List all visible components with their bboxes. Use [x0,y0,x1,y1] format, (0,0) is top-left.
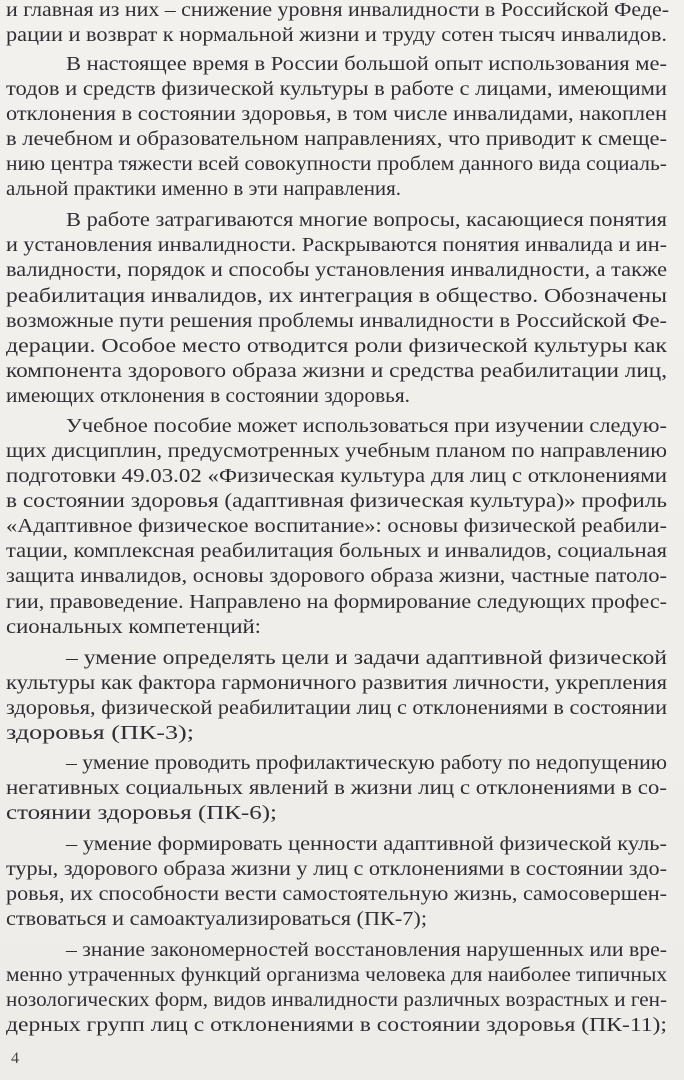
text-line: стоянии здоровья (ПК-6); [6,802,277,824]
text-line: дерных групп лиц с отклонениями в состоянии здоровья (ПК-11); [6,1014,667,1036]
text-line: щих дисциплин, предусмотренных учебным планом по направлению [6,440,667,462]
text-line: – знание закономерностей восстановления нарушенных или вре- [66,939,667,961]
text-line: В работе затрагиваются многие вопросы, касающиеся понятия [66,209,667,231]
text-line: имеющих отклонения в состоянии здоровья. [6,385,410,407]
text-line: компонента здорового образа жизни и средства реабилитации лиц, [6,360,667,382]
text-line: дерации. Особое место отводится роли физической культуры как [6,335,667,357]
text-line: – умение проводить профилактическую работу по недопущению [66,752,667,774]
text-line: негативных социальных явлений в жизни лиц с отклонениями в со- [6,777,667,799]
text-line: защита инвалидов, основы здорового образа жизни, частные патоло- [6,565,667,587]
text-line: альной практики именно в эти направления. [6,178,401,200]
text-line: здоровья (ПК-3); [6,722,195,744]
text-line: тации, комплексная реабилитация больных и инвалидов, социальная [6,540,667,562]
text-line: и главная из них – снижение уровня инвалидности в Российской Феде- [6,0,669,21]
text-line: – умение определять цели и задачи адаптивной физической [66,647,667,669]
text-line: туры, здорового образа жизни у лиц с отклонениями в состоянии здо- [6,858,667,880]
text-line: возможные пути решения проблемы инвалидности в Российской Фе- [6,310,667,332]
page-number: 4 [11,1050,19,1067]
text-line: «Адаптивное физическое воспитание»: основы физической реабили- [6,515,668,537]
text-line: нию центра тяжести всей совокупности проблем данного вида социаль- [6,153,667,175]
text-line: гии, правоведение. Направлено на формирование следующих профес- [6,591,667,613]
text-line: в состоянии здоровья (адаптивная физическая культура)» профиль [6,490,667,512]
text-line: рации и возврат к нормальной жизни и труду сотен тысяч инвалидов. [6,24,667,46]
text-line: В настоящее время в России большой опыт использования ме- [66,53,667,75]
text-line: ровья, их способности вести самостоятельную жизнь, самосовершен- [6,883,667,905]
text-line: культуры как фактора гармоничного развития личности, укрепления [6,672,667,694]
text-line: здоровья, физической реабилитации лиц с отклонениями в состоянии [6,697,667,719]
text-line: сиональных компетенций: [6,616,261,638]
text-line: – умение формировать ценности адаптивной физической куль- [66,833,667,855]
text-line: Учебное пособие может использоваться при изучении следую- [66,415,667,437]
text-line: менно утраченных функций организма человека для наиболее типичных [6,964,667,986]
text-line: отклонения в состоянии здоровья, в том числе инвалидами, накоплен [6,103,667,125]
text-line: в лечебном и образовательном направлениях, что приводит к смеще- [6,128,667,150]
text-line: и установления инвалидности. Раскрываются понятия инвалида и ин- [6,234,667,256]
text-line: нозологических форм, видов инвалидности различных возрастных и ген- [6,989,668,1011]
text-line: ствоваться и самоактуализироваться (ПК-7); [6,908,428,930]
text-line: реабилитация инвалидов, их интеграция в общество. Обозначены [6,285,667,307]
text-line: тодов и средств физической культуры в работе с лицами, имеющими [6,78,667,100]
text-line: валидности, порядок и способы установления инвалидности, а также [6,259,667,281]
text-line: подготовки 49.03.02 «Физическая культура для лиц с отклонениями [6,465,667,487]
